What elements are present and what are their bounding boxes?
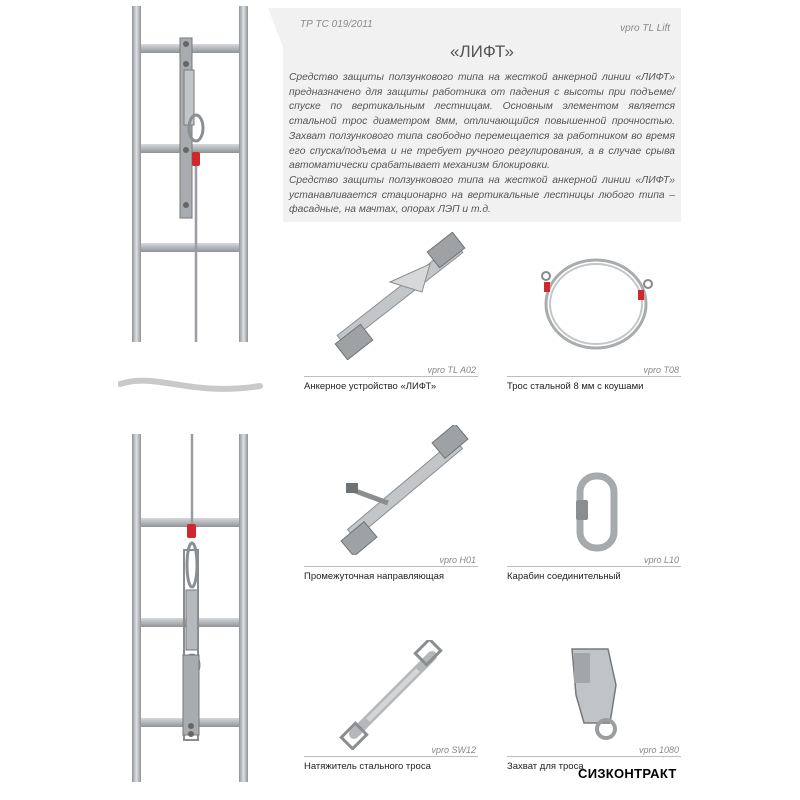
wave-separator <box>118 372 263 402</box>
product-name: Анкерное устройство «ЛИФТ» <box>304 381 437 392</box>
ladder-bottom-illustration <box>120 430 260 785</box>
product-name: Натяжитель стального троса <box>304 761 431 772</box>
product-code: vpro H01 <box>439 555 476 565</box>
product-name: Промежуточная направляющая <box>304 571 445 582</box>
divider <box>507 756 681 757</box>
ladder-top-illustration <box>120 0 260 345</box>
divider <box>507 566 681 567</box>
product-code: vpro 1080 <box>638 745 679 755</box>
intermediate-guide-icon <box>340 425 470 555</box>
description-paragraph-1: Средство защиты ползункового типа на жесткой анкерной линии «ЛИФТ» предназначено для защиты работника от падения с высоты при подъеме/ спуске по вертикальным лестницам. Основным элементом является стальной трос диаметром 8мм, отличающийся повышенной прочностью. Захват ползункового типа свободно перемещается за работником во время его спуска/подъема и не требует ручного регулирования, а в случае срыва автоматически срабатывает механизм блокировки. <box>289 72 675 172</box>
product-code: vpro SW12 <box>431 745 476 755</box>
description-paragraph-2: Средство защиты ползункового типа на жесткой анкерной линии «ЛИФТ» устанавливается стационарно на вертикальные лестницы любого типа – фасадные, на мачтах, опорах ЛЭП и т.д. <box>289 174 675 216</box>
product-code: vpro TL A02 <box>427 365 476 375</box>
product-code: vpro T08 <box>643 365 679 375</box>
divider <box>304 566 478 567</box>
divider <box>304 756 478 757</box>
anchor-bracket-icon <box>330 232 470 360</box>
description <box>289 71 675 218</box>
rope-grab-icon <box>566 645 626 743</box>
page-title: «ЛИФТ» <box>450 42 514 61</box>
product-name: Карабин соединительный <box>507 571 621 582</box>
product-name: Трос стальной 8 мм с коушами <box>507 381 644 392</box>
divider <box>304 376 478 377</box>
brand-logo: СИЗКОНТРАКТ <box>578 766 677 781</box>
steel-cable-icon <box>538 252 658 356</box>
carabiner-icon <box>572 470 622 555</box>
divider <box>507 376 681 377</box>
certification-label: ТР ТС 019/2011 <box>300 19 373 30</box>
turnbuckle-icon <box>338 640 448 750</box>
product-name: Захват для троса <box>507 761 584 772</box>
product-code: vpro L10 <box>643 555 679 565</box>
model-code: vpro TL Lift <box>620 23 670 34</box>
